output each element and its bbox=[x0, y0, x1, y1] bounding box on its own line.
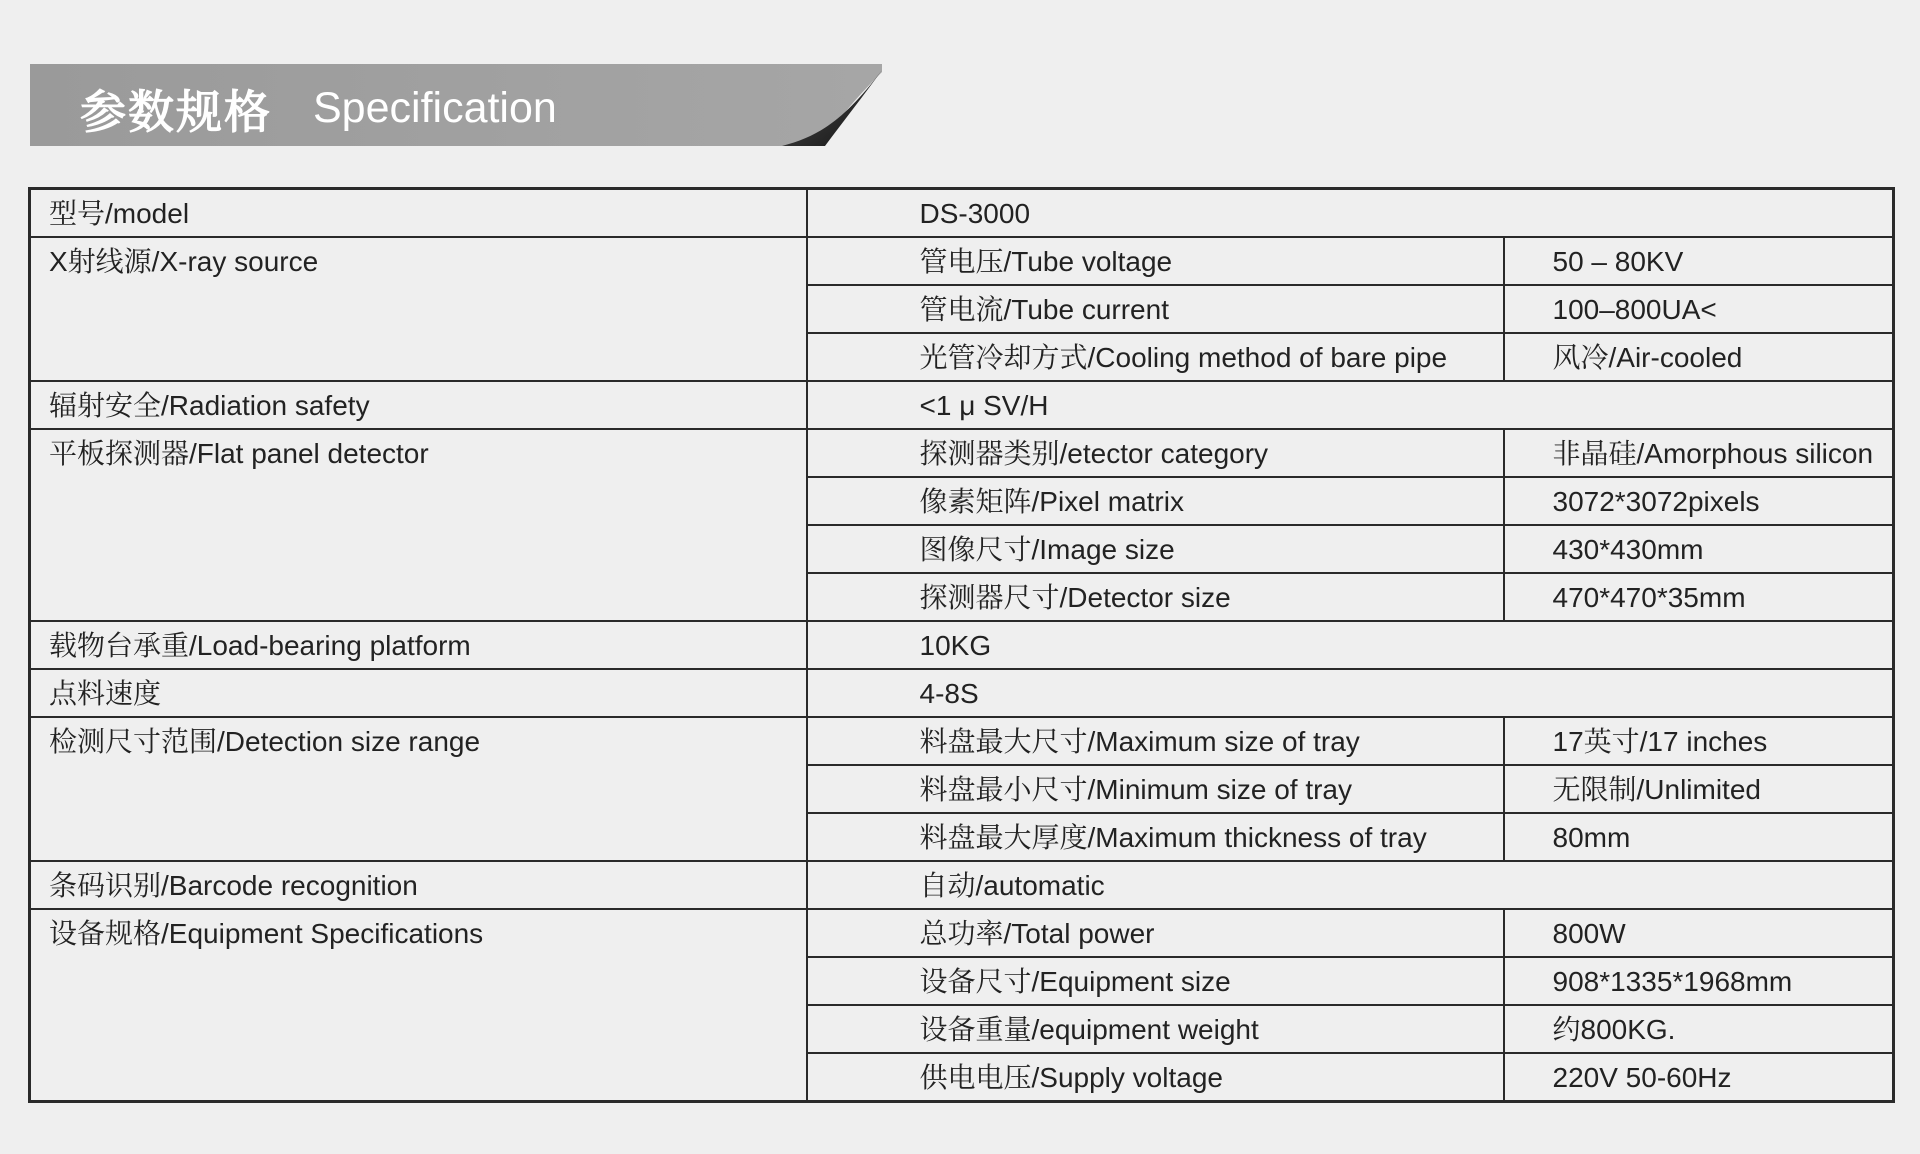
sub-label bbox=[807, 717, 1504, 765]
sub-value bbox=[1504, 813, 1894, 861]
pixel-matrix-label: 像素矩阵/Pixel matrix bbox=[919, 486, 1184, 517]
sub-value bbox=[1504, 765, 1894, 813]
table-row bbox=[30, 909, 1894, 957]
xray-label: X射线源/X-ray source bbox=[49, 246, 319, 277]
section-header bbox=[30, 64, 882, 146]
sub-label bbox=[807, 1005, 1504, 1053]
radiation-value: <1 μ SV/H bbox=[919, 390, 1049, 421]
radiation-label: 辐射安全/Radiation safety bbox=[49, 390, 370, 421]
tray-max-size-label: 料盘最大尺寸/Maximum size of tray bbox=[919, 726, 1360, 757]
equipment-weight-label: 设备重量/equipment weight bbox=[919, 1014, 1259, 1045]
row-label bbox=[30, 621, 807, 669]
sub-label bbox=[807, 909, 1504, 957]
tube-voltage-value: 50 – 80KV bbox=[1552, 246, 1684, 277]
supply-voltage-value: 220V 50-60Hz bbox=[1552, 1062, 1732, 1093]
row-label bbox=[30, 861, 807, 909]
row-label bbox=[30, 237, 807, 381]
table-row bbox=[30, 621, 1894, 669]
barcode-value: 自动/automatic bbox=[919, 870, 1105, 901]
sub-value bbox=[1504, 1053, 1894, 1102]
row-value bbox=[807, 189, 1894, 238]
sub-label bbox=[807, 477, 1504, 525]
table-row bbox=[30, 189, 1894, 238]
cooling-method-label: 光管冷却方式/Cooling method of bare pipe bbox=[919, 342, 1448, 373]
detector-category-label: 探测器类别/etector category bbox=[919, 438, 1269, 469]
row-label bbox=[30, 429, 807, 621]
table-row bbox=[30, 237, 1894, 285]
row-label bbox=[30, 909, 807, 1102]
sub-label bbox=[807, 813, 1504, 861]
model-label: 型号/model bbox=[49, 198, 190, 229]
tray-min-size-value: 无限制/Unlimited bbox=[1552, 774, 1761, 805]
sub-value bbox=[1504, 477, 1894, 525]
tube-voltage-label: 管电压/Tube voltage bbox=[919, 246, 1173, 277]
table-row bbox=[30, 669, 1894, 717]
sub-label bbox=[807, 429, 1504, 477]
table-row bbox=[30, 429, 1894, 477]
sub-label bbox=[807, 333, 1504, 381]
supply-voltage-label: 供电电压/Supply voltage bbox=[919, 1062, 1223, 1093]
sub-value bbox=[1504, 429, 1894, 477]
sub-label bbox=[807, 1053, 1504, 1102]
image-size-value: 430*430mm bbox=[1552, 534, 1704, 565]
tray-max-thickness-label: 料盘最大厚度/Maximum thickness of tray bbox=[919, 822, 1427, 853]
specification-table bbox=[28, 187, 1895, 1103]
image-size-label: 图像尺寸/Image size bbox=[919, 534, 1175, 565]
tray-min-size-label: 料盘最小尺寸/Minimum size of tray bbox=[919, 774, 1352, 805]
sub-value bbox=[1504, 237, 1894, 285]
row-value bbox=[807, 381, 1894, 429]
sub-value bbox=[1504, 1005, 1894, 1053]
row-value bbox=[807, 669, 1894, 717]
tray-max-thickness-value: 80mm bbox=[1552, 822, 1631, 853]
barcode-label: 条码识别/Barcode recognition bbox=[49, 870, 418, 901]
sub-label bbox=[807, 285, 1504, 333]
sub-value bbox=[1504, 573, 1894, 621]
sub-label bbox=[807, 525, 1504, 573]
row-value bbox=[807, 621, 1894, 669]
sub-label bbox=[807, 237, 1504, 285]
row-label bbox=[30, 381, 807, 429]
sub-value bbox=[1504, 285, 1894, 333]
row-value bbox=[807, 861, 1894, 909]
table-row bbox=[30, 381, 1894, 429]
sub-value bbox=[1504, 717, 1894, 765]
sub-label bbox=[807, 573, 1504, 621]
sub-value bbox=[1504, 957, 1894, 1005]
sub-label bbox=[807, 957, 1504, 1005]
speed-value: 4-8S bbox=[919, 678, 979, 709]
header-title-english: Specification bbox=[313, 84, 557, 132]
speed-label: 点料速度 bbox=[49, 678, 162, 709]
tray-max-size-value: 17英寸/17 inches bbox=[1552, 726, 1768, 757]
sub-value bbox=[1504, 909, 1894, 957]
load-value: 10KG bbox=[919, 630, 992, 661]
detector-category-value: 非晶硅/Amorphous silicon bbox=[1552, 438, 1874, 469]
detector-size-value: 470*470*35mm bbox=[1552, 582, 1746, 613]
equipment-weight-value: 约800KG. bbox=[1552, 1014, 1676, 1045]
equipment-size-value: 908*1335*1968mm bbox=[1552, 966, 1793, 997]
sub-value bbox=[1504, 333, 1894, 381]
tube-current-value: 100–800UA< bbox=[1552, 294, 1717, 325]
equipment-size-label: 设备尺寸/Equipment size bbox=[919, 966, 1231, 997]
row-label bbox=[30, 189, 807, 238]
sub-label bbox=[807, 765, 1504, 813]
row-label bbox=[30, 717, 807, 861]
table-row bbox=[30, 861, 1894, 909]
load-label: 载物台承重/Load-bearing platform bbox=[49, 630, 471, 661]
total-power-label: 总功率/Total power bbox=[919, 918, 1155, 949]
total-power-value: 800W bbox=[1552, 918, 1626, 949]
sub-value bbox=[1504, 525, 1894, 573]
pixel-matrix-value: 3072*3072pixels bbox=[1552, 486, 1760, 517]
model-value: DS-3000 bbox=[919, 198, 1031, 229]
cooling-method-value: 风冷/Air-cooled bbox=[1552, 342, 1743, 373]
header-title-chinese: 参数规格 bbox=[80, 85, 272, 139]
table-row bbox=[30, 717, 1894, 765]
detection-range-label: 检测尺寸范围/Detection size range bbox=[49, 726, 481, 757]
row-label bbox=[30, 669, 807, 717]
detector-label: 平板探测器/Flat panel detector bbox=[49, 438, 429, 469]
tube-current-label: 管电流/Tube current bbox=[919, 294, 1169, 325]
detector-size-label: 探测器尺寸/Detector size bbox=[919, 582, 1231, 613]
equipment-label: 设备规格/Equipment Specifications bbox=[49, 918, 484, 949]
